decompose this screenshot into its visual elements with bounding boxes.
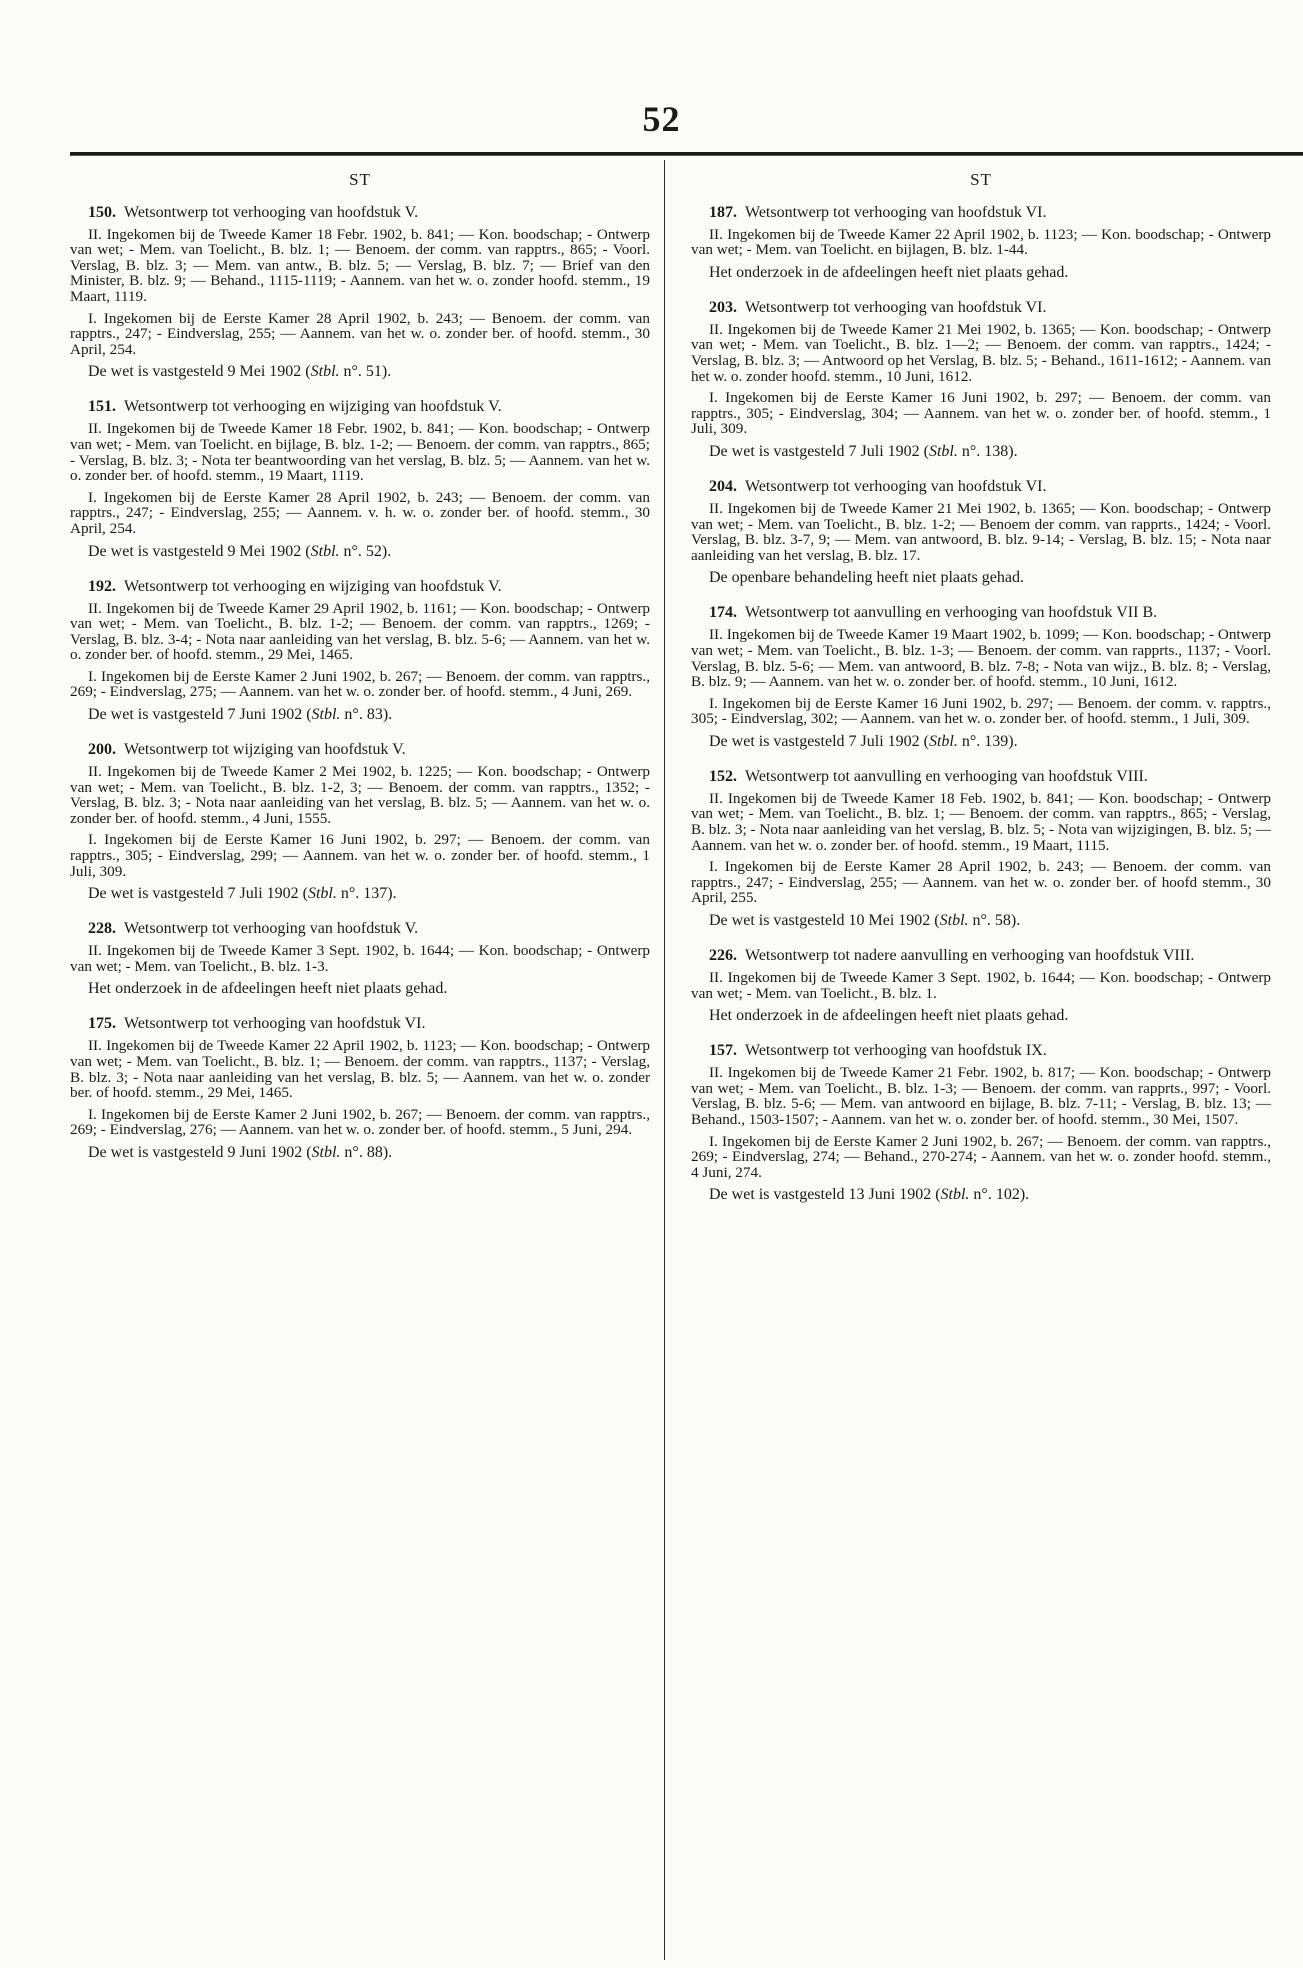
entry-title-text: Wetsontwerp tot verhooging van hoofdstuk VI. — [124, 1015, 426, 1033]
entry-number: 187. — [709, 203, 737, 221]
entry-conclusion — [691, 1186, 1271, 1203]
entry-title-text: Wetsontwerp tot verhooging van hoofdstuk VI. — [745, 203, 1047, 221]
entry-number: 192. — [88, 577, 116, 595]
entry — [691, 1042, 1271, 1203]
conclusion-text: De wet is vastgesteld 13 Juni 1902 ( — [709, 1186, 941, 1204]
entry-conclusion — [691, 733, 1271, 750]
entry-title — [70, 741, 650, 758]
entry-number: 226. — [709, 947, 737, 965]
entry-title — [70, 398, 650, 415]
entry — [691, 478, 1271, 586]
entry-title-text: Wetsontwerp tot verhooging van hoofdstuk V. — [124, 920, 419, 938]
conclusion-text: De wet is vastgesteld 7 Juni 1902 ( — [88, 706, 312, 724]
entry-number: 151. — [88, 398, 116, 416]
proceedings-paragraph: I. Ingekomen bij de Eerste Kamer 28 April 1902, b. 243; — Benoem. der comm. van rapptrs., 247; - Eindverslag, 255; — Aannem. van het w. o. zonder ber. of hoofd. stemm., 30 April, 254. — [70, 309, 650, 358]
proceedings-paragraph: II. Ingekomen bij de Tweede Kamer 29 April 1902, b. 1161; — Kon. boodschap; - Ontwerp van wet; - Mem. van Toelicht., B. blz. 1-2; — Benoem. der comm. van rapptrs., 1269; - Verslag, B. blz. 3-4; - Nota naar aanleiding van het verslag, B. blz. 5-6; — Aannem. van het w. o. zonder ber. of hoofd. stemm., 29 Mei, 1465. — [70, 599, 650, 664]
entry-title — [70, 920, 650, 937]
proceedings-paragraph: II. Ingekomen bij de Tweede Kamer 19 Maart 1902, b. 1099; — Kon. boodschap; - Ontwerp van wet; - Mem. van Toelicht., B. blz. 1-3; — Benoem. der comm. van rapprts., 1137; - Voorl. Verslag, B. blz. 5-6; — Mem. van antwoord, B. blz. 7-8; - Nota van wijz., B. blz. 8; - Verslag, B. blz. 9; — Aannem. van het w. o. zonder ber. of hoofd. stemm., 10 Juni, 1612. — [691, 626, 1271, 691]
proceedings-paragraph: I. Ingekomen bij de Eerste Kamer 16 Juni 1902, b. 297; — Benoem. der comm. v. rapptrs., 305; - Eindverslag, 302; — Aannem. van het w. o. zonder ber. of hoofd. stemm., 1 Juli, 309. — [691, 694, 1271, 728]
proceedings-paragraph: II. Ingekomen bij de Tweede Kamer 21 Febr. 1902, b. 817; — Kon. boodschap; - Ontwerp van wet; - Mem. van Toelicht., B. blz. 1-3; — Benoem. der comm. van rapprts., 997; - Voorl. Verslag, B. blz. 5-6; — Mem. van antwoord en bijlage, B. blz. 7-11; - Verslag, B. blz. 13; — Behand., 1503-1507; - Aannem. van het w. o. zonder ber. of hoofd. stemm., 30 Mei, 1507. — [691, 1064, 1271, 1128]
entry-title — [691, 299, 1271, 316]
entry-conclusion — [70, 543, 650, 560]
proceedings-paragraph: I. Ingekomen bij de Eerste Kamer 2 Juni 1902, b. 267; — Benoem. der comm. van rapptrs., 269; - Eindverslag, 276; — Aannem. van het w. o. zonder ber. of hoofd. stemm., 5 Juni, 294. — [70, 1105, 650, 1139]
entry — [691, 947, 1271, 1024]
conclusion-text: Het onderzoek in de afdeelingen heeft niet plaats gehad. — [709, 263, 1069, 281]
header-rule — [70, 152, 1303, 156]
proceedings-paragraph: II. Ingekomen bij de Tweede Kamer 18 Feb. 1902, b. 841; — Kon. boodschap; - Ontwerp van wet; - Mem. van Toelicht., B. blz. 1; — Benoem. der comm. van rapptrs., 865; - Verslag, B. blz. 3; - Nota naar aanleiding van het verslag, B. blz. 5; - Nota van wijzigingen, B. blz. 5; — Aannem. van het w. o. zonder ber. of hoofd. stemm., 19 Maart, 1115. — [691, 789, 1271, 854]
conclusion-text: Het onderzoek in de afdeelingen heeft niet plaats gehad. — [709, 1007, 1069, 1025]
proceedings-paragraph: II. Ingekomen bij de Tweede Kamer 2 Mei 1902, b. 1225; — Kon. boodschap; - Ontwerp van wet; - Mem. van Toelicht., B. blz. 1-2, 3; — Benoem. der comm. van rapptrs., 1352; - Verslag, B. blz. 3; - Nota naar aanleiding van het verslag, B. blz. 5; — Aannem. van het w. o. zonder ber. of hoofd. stemm., 4 Juni, 1555. — [70, 763, 650, 827]
proceedings-paragraph: II. Ingekomen bij de Tweede Kamer 3 Sept. 1902, b. 1644; — Kon. boodschap; - Ontwerp van wet; - Mem. van Toelicht., B. blz. 1. — [691, 969, 1271, 1002]
entry-title — [691, 204, 1271, 221]
entry-number: 228. — [88, 920, 116, 938]
entry-title-text: Wetsontwerp tot verhooging en wijziging van hoofdstuk V. — [124, 577, 502, 595]
entry-number: 200. — [88, 741, 116, 759]
staatsblad-number: n°. 138). — [957, 442, 1018, 460]
staatsblad-abbrev: Stbl. — [928, 732, 958, 750]
entry — [70, 204, 650, 381]
staatsblad-number: n°. 137). — [336, 885, 397, 903]
entry-conclusion — [70, 706, 650, 723]
entry — [70, 398, 650, 559]
entry-title-text: Wetsontwerp tot wijziging van hoofdstuk V. — [124, 741, 406, 759]
column-divider — [664, 160, 665, 1960]
entry — [70, 920, 650, 997]
entry-conclusion — [691, 264, 1271, 281]
proceedings-paragraph: I. Ingekomen bij de Eerste Kamer 2 Juni 1902, b. 267; — Benoem. der comm. van rapptrs., 269; - Eindverslag, 274; — Behand., 270-274; - Aannem. van het w. o. zonder hoofd. stemm., 4 Juni, 274. — [691, 1132, 1271, 1181]
right-column — [691, 172, 1271, 1221]
entry — [691, 204, 1271, 281]
staatsblad-abbrev: Stbl. — [310, 542, 340, 560]
entry-title — [691, 1042, 1271, 1059]
proceedings-paragraph: I. Ingekomen bij de Eerste Kamer 16 Juni 1902, b. 297; — Benoem. der comm. van rapptrs., 305; - Eindverslag, 304; — Aannem. van het w. o. zonder ber. of hoofd. stemm., 1 Juli, 309. — [691, 389, 1271, 438]
staatsblad-number: n°. 58). — [968, 912, 1021, 930]
staatsblad-number: n°. 139). — [957, 732, 1018, 750]
entry-title-text: Wetsontwerp tot verhooging van hoofdstuk VI. — [745, 477, 1047, 495]
entry-number: 175. — [88, 1015, 116, 1033]
entry-title-text: Wetsontwerp tot verhooging en wijziging van hoofdstuk V. — [124, 398, 502, 416]
entry-number: 203. — [709, 298, 737, 316]
staatsblad-abbrev: Stbl. — [307, 885, 337, 903]
entry-title — [691, 947, 1271, 964]
entry-title — [70, 204, 650, 221]
proceedings-paragraph: II. Ingekomen bij de Tweede Kamer 18 Febr. 1902, b. 841; — Kon. boodschap; - Ontwerp van wet; - Mem. van Toelicht. en bijlage, B. blz. 1-2; — Benoem. der comm. van rapptrs., 865; - Verslag, B. blz. 3; - Nota ter beantwoording van het verslag, B. blz. 5; — Aannem. van het w. o. zonder ber. of hoofd. stemm., 19 Maart, 1119. — [70, 420, 650, 485]
proceedings-paragraph: II. Ingekomen bij de Tweede Kamer 22 April 1902, b. 1123; — Kon. boodschap; - Ontwerp van wet; - Mem. van Toelicht. en bijlagen, B. blz. 1-44. — [691, 225, 1271, 259]
proceedings-paragraph: II. Ingekomen bij de Tweede Kamer 18 Febr. 1902, b. 841; — Kon. boodschap; - Ontwerp van wet; - Mem. van Toelicht., B. blz. 1; — Benoem. der comm. van rapptrs., 865; - Voorl. Verslag, B. blz. 3; — Mem. van antw., B. blz. 5; — Verslag, B. blz. 7; — Brief van den Minister, B. blz. 9; — Behand., 1115-1119; - Aannem. van het w. o. zonder hoofd. stemm., 19 Maart, 1119. — [70, 225, 650, 305]
entry-title-text: Wetsontwerp tot nadere aanvulling en verhooging van hoofdstuk VIII. — [745, 947, 1195, 965]
conclusion-text: De wet is vastgesteld 9 Mei 1902 ( — [88, 363, 311, 381]
entry-title-text: Wetsontwerp tot verhooging van hoofdstuk IX. — [745, 1042, 1047, 1060]
column-header: ST — [349, 170, 371, 189]
entry — [691, 299, 1271, 460]
entry — [691, 768, 1271, 929]
staatsblad-number: n°. 51). — [339, 363, 392, 381]
entry-number: 204. — [709, 477, 737, 495]
entry-title-text: Wetsontwerp tot verhooging van hoofdstuk VI. — [745, 298, 1047, 316]
entry-title — [691, 604, 1271, 621]
entry-title — [70, 578, 650, 595]
conclusion-text: De wet is vastgesteld 9 Mei 1902 ( — [88, 542, 311, 560]
staatsblad-abbrev: Stbl. — [310, 363, 340, 381]
proceedings-paragraph: I. Ingekomen bij de Eerste Kamer 28 April 1902, b. 243; — Benoem. der comm. van rapptrs., 247; - Eindverslag, 255; — Aannem. van het w. o. zonder ber. of hoofd stemm., 30 April, 255. — [691, 858, 1271, 907]
conclusion-text: De wet is vastgesteld 7 Juli 1902 ( — [709, 732, 929, 750]
staatsblad-abbrev: Stbl. — [939, 912, 969, 930]
proceedings-paragraph: I. Ingekomen bij de Eerste Kamer 2 Juni 1902, b. 267; — Benoem. der comm. van rapptrs., 269; - Eindverslag, 275; — Aannem. van het w. o. zonder ber. of hoofd. stemm., 4 Juni, 269. — [70, 667, 650, 701]
entry-conclusion — [691, 912, 1271, 929]
entry-title — [70, 1015, 650, 1032]
proceedings-paragraph: I. Ingekomen bij de Eerste Kamer 28 April 1902, b. 243; — Benoem. der comm. van rapptrs., 247; - Eindverslag, 255; — Aannem. v. h. w. o. zonder ber. of hoofd. stemm., 30 April, 254. — [70, 488, 650, 537]
entry-number: 174. — [709, 604, 737, 622]
entry-number: 157. — [709, 1042, 737, 1060]
entry-title — [691, 768, 1271, 785]
staatsblad-number: n°. 83). — [340, 706, 393, 724]
staatsblad-abbrev: Stbl. — [311, 1143, 341, 1161]
entry — [70, 1015, 650, 1161]
staatsblad-abbrev: Stbl. — [311, 706, 341, 724]
entry-title-text: Wetsontwerp tot aanvulling en verhooging van hoofdstuk VII B. — [745, 604, 1158, 622]
staatsblad-number: n°. 102). — [969, 1186, 1030, 1204]
proceedings-paragraph: I. Ingekomen bij de Eerste Kamer 16 Juni 1902, b. 297; — Benoem. der comm. van rapptrs., 305; - Eindverslag, 299; — Aannem. van het w. o. zonder ber. of hoofd. stemm., 1 Juli, 309. — [70, 831, 650, 880]
conclusion-text: De openbare behandeling heeft niet plaats gehad. — [709, 569, 1024, 587]
conclusion-text: De wet is vastgesteld 7 Juli 1902 ( — [709, 442, 929, 460]
conclusion-text: De wet is vastgesteld 7 Juli 1902 ( — [88, 885, 308, 903]
entry-conclusion — [691, 443, 1271, 460]
column-header: ST — [970, 170, 992, 189]
entry — [70, 578, 650, 724]
entry-conclusion — [70, 363, 650, 380]
proceedings-paragraph: II. Ingekomen bij de Tweede Kamer 21 Mei 1902, b. 1365; — Kon. boodschap; - Ontwerp van wet; - Mem. van Toelicht., B. blz. 1—2; — Benoem. der comm. van rapptrs., 1424; - Verslag, B. blz. 3; — Antwoord op het Verslag, B. blz. 5; - Behand., 1611-1612; - Aannem. van het w. o. zonder hoofd. stemm., 10 Juni, 1612. — [691, 320, 1271, 385]
conclusion-text: De wet is vastgesteld 10 Mei 1902 ( — [709, 912, 940, 930]
entry-conclusion — [70, 980, 650, 997]
entry — [70, 741, 650, 902]
page-number: 52 — [642, 99, 681, 139]
left-column — [70, 172, 650, 1179]
entry-number: 150. — [88, 203, 116, 221]
conclusion-text: De wet is vastgesteld 9 Juni 1902 ( — [88, 1143, 312, 1161]
entry-conclusion — [691, 1007, 1271, 1024]
proceedings-paragraph: II. Ingekomen bij de Tweede Kamer 3 Sept. 1902, b. 1644; — Kon. boodschap; - Ontwerp van wet; - Mem. van Toelicht., B. blz. 1-3. — [70, 942, 650, 975]
conclusion-text: Het onderzoek in de afdeelingen heeft niet plaats gehad. — [88, 980, 448, 998]
staatsblad-abbrev: Stbl. — [940, 1186, 970, 1204]
entry — [691, 604, 1271, 750]
staatsblad-number: n°. 52). — [339, 542, 392, 560]
entry-conclusion — [70, 1144, 650, 1161]
staatsblad-abbrev: Stbl. — [928, 442, 958, 460]
proceedings-paragraph: II. Ingekomen bij de Tweede Kamer 21 Mei 1902, b. 1365; — Kon. boodschap; - Ontwerp van wet; - Mem. van Toelicht., B. blz. 1-2; — Benoem der comm. van rapprts., 1424; - Voorl. Verslag, B. blz. 3-7, 9; — Mem. van antwoord, B. blz. 9-14; - Verslag, B. blz. 15; - Nota naar aanleiding van het verslag, B. blz. 17. — [691, 499, 1271, 564]
entry-title — [691, 478, 1271, 495]
proceedings-paragraph: II. Ingekomen bij de Tweede Kamer 22 April 1902, b. 1123; — Kon. boodschap; - Ontwerp van wet; - Mem. van Toelicht., B. blz. 1; — Benoem. der comm. van rapptrs., 1137; - Verslag, B. blz. 3; - Nota naar aanleiding van het verslag, B. blz. 5; — Aannem. van het w. o. zonder ber. of hoofd. stemm., 29 Mei, 1465. — [70, 1037, 650, 1102]
entry-title-text: Wetsontwerp tot aanvulling en verhooging van hoofdstuk VIII. — [745, 767, 1148, 785]
entry-title-text: Wetsontwerp tot verhooging van hoofdstuk V. — [124, 203, 419, 221]
entry-conclusion — [70, 885, 650, 902]
entry-number: 152. — [709, 767, 737, 785]
entry-conclusion — [691, 569, 1271, 586]
staatsblad-number: n°. 88). — [340, 1143, 393, 1161]
